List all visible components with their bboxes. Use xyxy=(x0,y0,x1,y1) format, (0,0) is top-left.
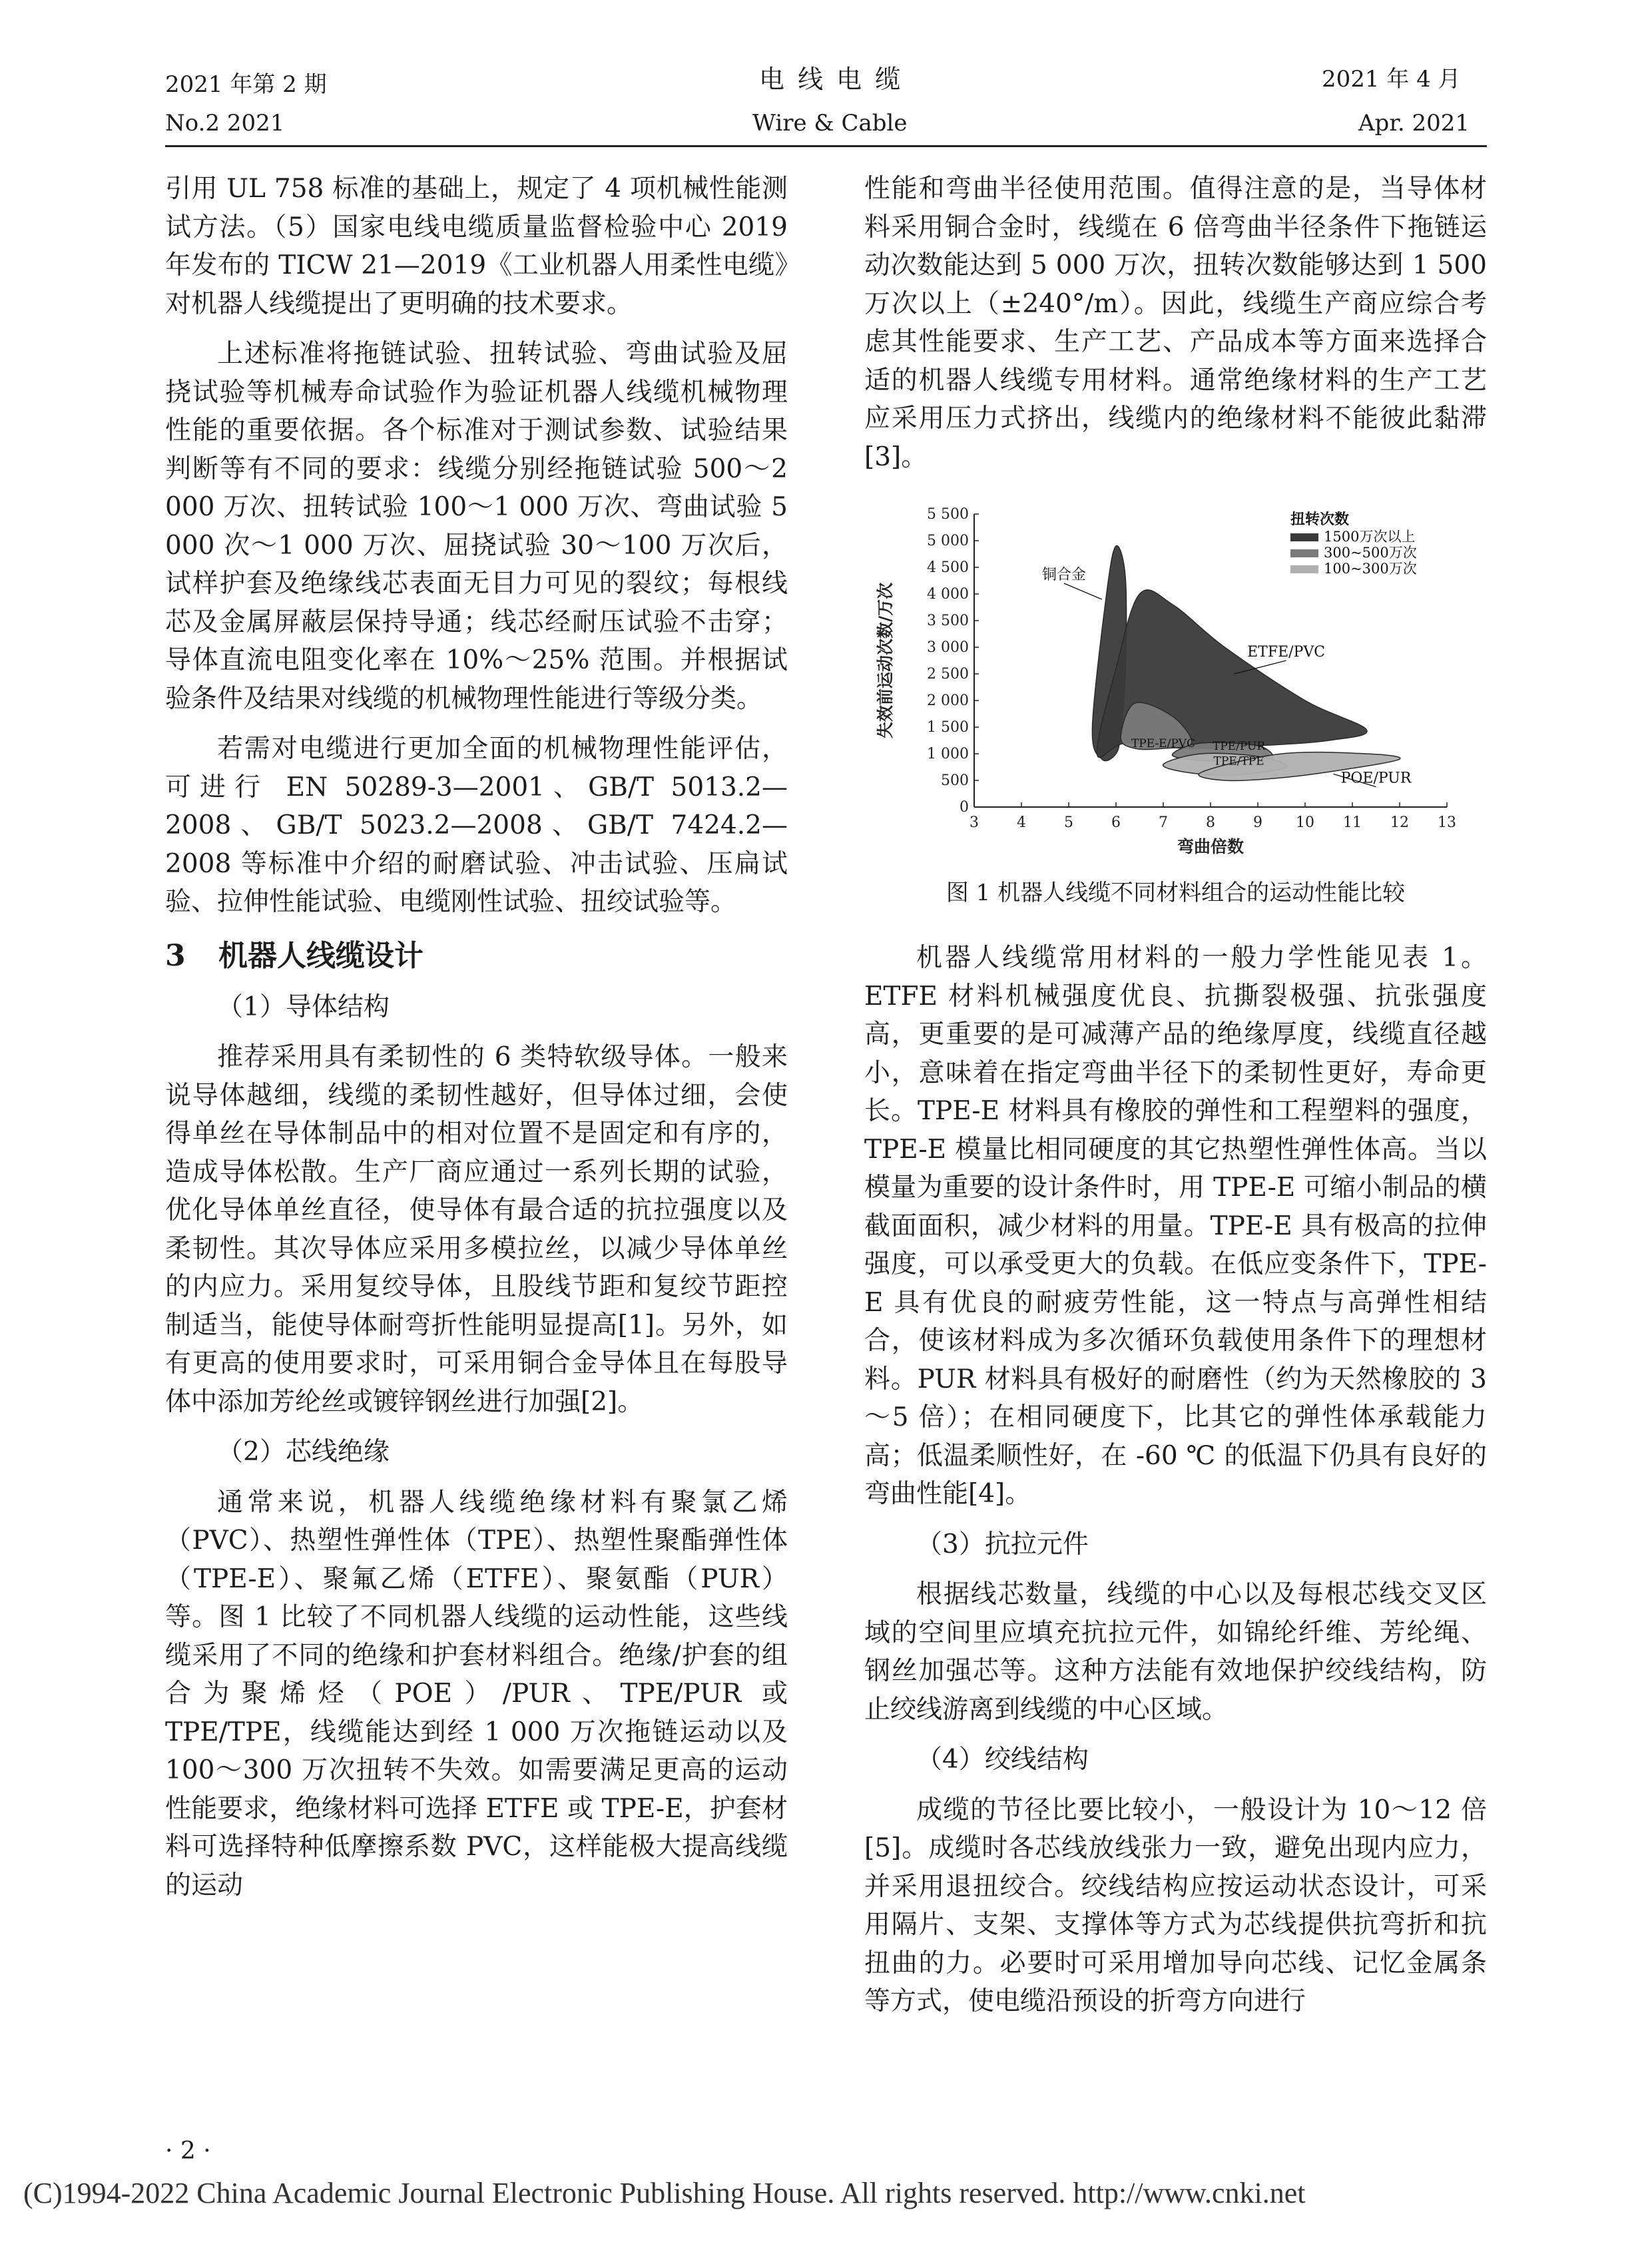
journal-title-en: Wire & Cable xyxy=(752,110,908,137)
region-label: TPE-E/PVC xyxy=(1131,737,1196,750)
subsection-heading: （1）导体结构 xyxy=(217,991,390,1022)
paragraph: 通常来说，机器人线缆绝缘材料有聚氯乙烯（PVC）、热塑性弹性体（TPE）、热塑性聚酯弹性体（TPE-E）、聚氟乙烯（ETFE）、聚氨酯（PUR）等。图 1 比较了不同机器人线缆的运动性能，这些线缆采用了不同的绝缘和护套材料组合。绝缘/护套的组合为聚烯烃（POE）/PUR、TPE/PUR 或 TPE/TPE，线缆能达到经 1 000 万次拖链运动以及 100～300 万次扭转不失效。如需要满足更高的运动性能要求，绝缘材料可选择 ETFE 或 TPE-E，护套材料可选择特种低摩擦系数 PVC，这样能极大提高线缆的运动 xyxy=(165,1487,788,1900)
x-tick-label: 13 xyxy=(1438,814,1456,831)
y-tick-label: 2 000 xyxy=(927,693,969,709)
journal-issue-en: No.2 2021 xyxy=(165,110,285,137)
legend-swatch xyxy=(1290,549,1318,557)
x-tick-label: 8 xyxy=(1206,814,1215,831)
subsection-heading: （4）绞线结构 xyxy=(916,1745,1089,1775)
y-tick-label: 0 xyxy=(960,799,969,816)
journal-date-en: Apr. 2021 xyxy=(1358,110,1470,137)
legend-title: 扭转次数 xyxy=(1290,511,1350,528)
paragraph: 机器人线缆常用材料的一般力学性能见表 1。ETFE 材料机械强度优良、抗撕裂极强、抗张强度高，更重要的是可减薄产品的绝缘厚度，线缆直径越小，意味着在指定弯曲半径下的柔韧性更好，寿命更长。TPE-E 材料具有橡胶的弹性和工程塑料的强度，TPE-E 模量比相同硬度的其它热塑性弹性体高。当以模量为重要的设计条件时，用 TPE-E 可缩小制品的横截面面积，减少材料的用量。TPE-E 具有极高的拉伸强度，可以承受更大的负载。在低应变条件下，TPE-E 具有优良的耐疲劳性能，这一特点与高弹性相结合，使该材料成为多次循环负载使用条件下的理想材料。PUR 材料具有极好的耐磨性（约为天然橡胶的 3～5 倍）；在相同硬度下，比其它的弹性体承载能力高；低温柔顺性好，在 -60 ℃ 的低温下仍具有良好的弯曲性能[4]。 xyxy=(864,943,1487,1509)
motion-performance-chart xyxy=(864,497,1487,870)
x-tick-label: 10 xyxy=(1296,814,1314,831)
x-tick-label: 5 xyxy=(1064,814,1073,831)
y-tick-label: 5 500 xyxy=(927,506,969,523)
section-heading xyxy=(165,936,788,976)
legend-swatch xyxy=(1290,565,1318,573)
x-axis-label: 弯曲倍数 xyxy=(1177,837,1244,856)
legend-entry: 100~300万次 xyxy=(1324,561,1417,577)
paragraph: 性能和弯曲半径使用范围。值得注意的是，当导体材料采用铜合金时，线缆在 6 倍弯曲半径条件下拖链运动次数能达到 5 000 万次，扭转次数能够达到 1 500 万次以上（±240°/m）。因此，线缆生产商应综合考虑其性能要求、生产工艺、产品成本等方面来选择合适的机器人线缆专用材料。通常绝缘材料的生产工艺应采用压力式挤出，线缆内的绝缘材料不能彼此黏滞[3]。 xyxy=(864,174,1487,472)
paragraph: 引用 UL 758 标准的基础上，规定了 4 项机械性能测试方法。（5）国家电线电缆质量监督检验中心 2019 年发布的 TICW 21—2019《工业机器人用柔性电缆》对机器人线缆提出了更明确的技术要求。 xyxy=(165,174,788,319)
section-number: 3 xyxy=(165,938,186,973)
x-tick-label: 11 xyxy=(1343,814,1362,831)
journal-title: 电 线 电 缆 xyxy=(759,65,904,94)
section-title: 机器人线缆设计 xyxy=(218,938,423,973)
subsection-heading: （3）抗拉元件 xyxy=(916,1529,1089,1559)
x-tick-label: 12 xyxy=(1390,814,1409,831)
header-rule xyxy=(165,145,1487,147)
y-tick-label: 5 000 xyxy=(927,533,969,549)
x-tick-label: 4 xyxy=(1017,814,1026,831)
y-tick-label: 4 000 xyxy=(927,586,969,603)
legend-entry: 300~500万次 xyxy=(1324,545,1417,561)
region-label: 铜合金 xyxy=(1041,567,1086,583)
paragraph: 根据线芯数量，线缆的中心以及每根芯线交叉区域的空间里应填充抗拉元件，如锦纶纤维、芳纶绳、钢丝加强芯等。这种方法能有效地保护绞线结构，防止绞线游离到线缆的中心区域。 xyxy=(864,1579,1487,1725)
y-tick-label: 2 500 xyxy=(927,666,969,683)
subsection-heading: （2）芯线绝缘 xyxy=(217,1437,390,1467)
y-tick-label: 1 500 xyxy=(927,719,969,736)
y-tick-label: 4 500 xyxy=(927,559,969,576)
y-tick-label: 3 500 xyxy=(927,613,969,629)
figure-1 xyxy=(864,497,1487,870)
region-leader-line xyxy=(1064,583,1102,599)
region-label: ETFE/PVC xyxy=(1247,644,1326,661)
y-axis-label: 失效前运动次数/万次 xyxy=(876,582,895,739)
y-tick-label: 3 000 xyxy=(927,639,969,656)
journal-date: 2021 年 4 月 xyxy=(1322,66,1461,93)
paragraph: 上述标准将拖链试验、扭转试验、弯曲试验及屈挠试验等机械寿命试验作为验证机器人线缆机械物理性能的重要依据。各个标准对于测试参数、试验结果判断等有不同的要求：线缆分别经拖链试验 500～2 000 万次、扭转试验 100～1 000 万次、弯曲试验 5 000 次～1 000 万次、屈挠试验 30～100 万次后，试样护套及绝缘线芯表面无目力可见的裂纹；每根线芯及金属屏蔽层保持导通；线芯经耐压试验不击穿；导体直流电阻变化率在 10%～25% 范围。并根据试验条件及结果对线缆的机械物理性能进行等级分类。 xyxy=(165,339,788,714)
paragraph: 若需对电缆进行更加全面的机械物理性能评估，可进行 EN 50289-3—2001、GB/T 5013.2—2008、GB/T 5023.2—2008、GB/T 7424.2—2008 等标准中介绍的耐磨试验、冲击试验、压扁试验、拉伸性能试验、电缆刚性试验、扭绞试验等。 xyxy=(165,734,788,917)
copyright-footer: (C)1994-2022 China Academic Journal Electronic Publishing House. All rights reserved. http://www.cnki.net xyxy=(23,2177,1306,2209)
legend-swatch xyxy=(1290,533,1318,541)
legend-entry: 1500万次以上 xyxy=(1324,529,1416,545)
y-tick-label: 500 xyxy=(941,772,969,789)
x-tick-label: 6 xyxy=(1111,814,1121,831)
region-label: POE/PUR xyxy=(1340,770,1412,787)
x-tick-label: 9 xyxy=(1253,814,1262,831)
page-number: · 2 · xyxy=(165,2137,211,2165)
journal-issue: 2021 年第 2 期 xyxy=(165,71,327,98)
right-column xyxy=(864,170,1487,2033)
region-label: TPE/TPE xyxy=(1213,754,1264,768)
paragraph: 成缆的节径比要比较小，一般设计为 10～12 倍[5]。成缆时各芯线放线张力一致，避免出现内应力，并采用退扭绞合。绞线结构应按运动状态设计，可采用隔片、支架、支撑体等方式为芯线提供抗弯折和抗扭曲的力。必要时可采用增加导向芯线、记忆金属条等方式，使电缆沿预设的折弯方向进行 xyxy=(864,1795,1487,2016)
x-tick-label: 3 xyxy=(969,814,979,831)
region-label: TPE/PUR xyxy=(1213,740,1266,753)
left-column xyxy=(165,170,788,1916)
y-tick-label: 1 000 xyxy=(927,746,969,762)
figure-caption: 图 1 机器人线缆不同材料组合的运动性能比较 xyxy=(946,880,1406,906)
paragraph: 推荐采用具有柔韧性的 6 类特软级导体。一般来说导体越细，线缆的柔韧性越好，但导体过细，会使得单丝在导体制品中的相对位置不是固定和有序的，造成导体松散。生产厂商应通过一系列长期的试验，优化导体单丝直径，使导体有最合适的抗拉强度以及柔韧性。其次导体应采用多模拉丝，以减少导体单丝的内应力。采用复绞导体，且股线节距和复绞节距控制适当，能使导体耐弯折性能明显提高[1]。另外，如有更高的使用要求时，可采用铜合金导体且在每股导体中添加芳纶丝或镀锌钢丝进行加强[2]。 xyxy=(165,1042,788,1417)
x-tick-label: 7 xyxy=(1159,814,1168,831)
